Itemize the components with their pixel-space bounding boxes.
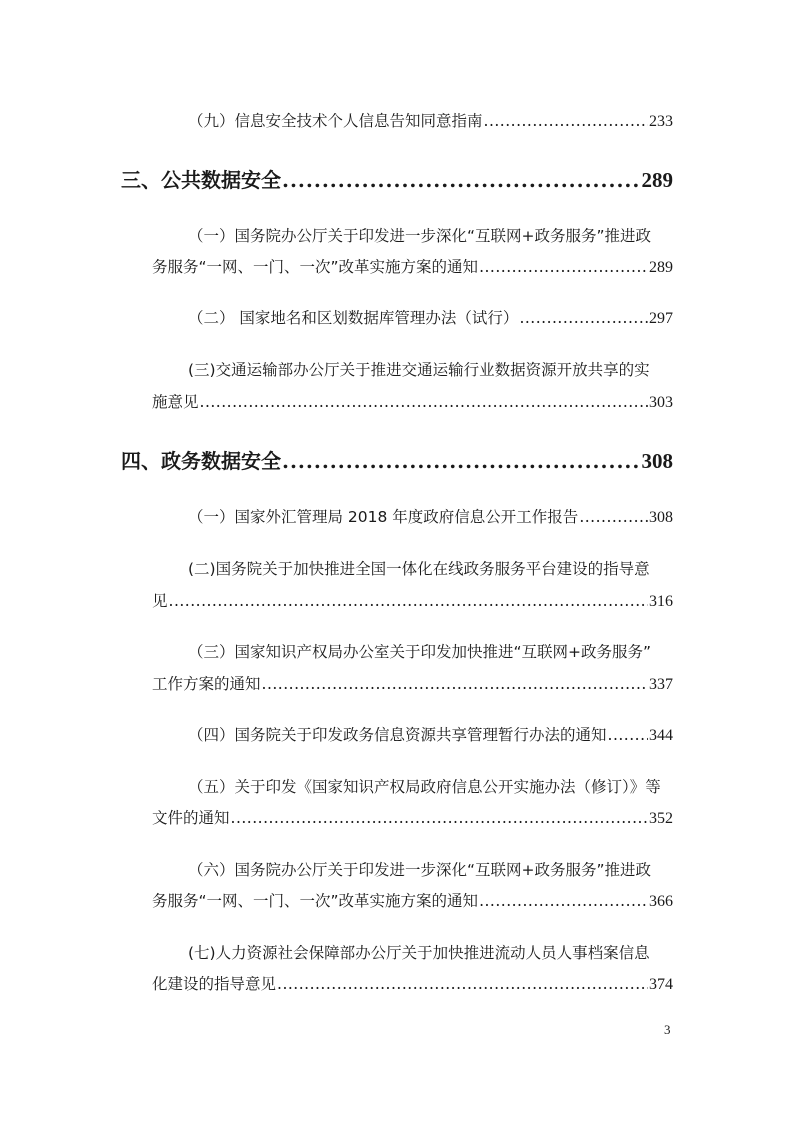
toc-entry-title-cont: 施意见 <box>152 393 199 411</box>
toc-entry-title: (二)国务院关于加快推进全国一体化在线政务服务平台建设的指导意 <box>188 560 650 578</box>
toc-section-title: 公共数据安全 <box>161 168 281 192</box>
page-number: 3 <box>664 1022 671 1037</box>
toc-entry-title: （五）关于印发《国家知识产权局政府信息公开实施办法（修订）》等 <box>188 778 661 796</box>
toc-entry-title: （一）国务院办公厅关于印发进一步深化“互联网+政务服务”推进政 <box>188 227 652 245</box>
toc-entry-title-cont: 务服务“一网、一门、一次”改革实施方案的通知 <box>152 892 479 910</box>
leader-dots <box>200 387 648 417</box>
toc-entry-title: （九）信息安全技术个人信息告知同意指南 <box>188 112 483 130</box>
toc-entry-page: 297 <box>649 310 673 327</box>
toc-section-number: 三、 <box>121 168 161 192</box>
leader-dots <box>484 106 648 136</box>
toc-entry-page: 374 <box>649 976 673 993</box>
toc-entry-title-cont: 工作方案的通知 <box>152 675 261 693</box>
leader-dots <box>282 446 641 476</box>
toc-section-number: 四、 <box>121 449 161 473</box>
leader-dots <box>169 586 648 616</box>
toc-entry-title: （四）国务院关于印发政务信息资源共享管理暂行办法的通知 <box>188 726 607 744</box>
toc-section-page: 308 <box>641 449 673 473</box>
leader-dots <box>231 803 648 833</box>
toc-entry-title: (三)交通运输部办公厅关于推进交通运输行业数据资源开放共享的实 <box>188 361 650 379</box>
toc-entry-page: 337 <box>649 676 673 693</box>
toc-section-title: 政务数据安全 <box>161 449 281 473</box>
leader-dots <box>608 720 648 750</box>
toc-entry-title-cont: 务服务“一网、一门、一次”改革实施方案的通知 <box>152 258 479 276</box>
leader-dots <box>519 303 648 333</box>
toc-entry-title: （三）国家知识产权局办公室关于印发加快推进“互联网+政务服务” <box>188 643 652 661</box>
toc-entry-page: 233 <box>649 113 673 130</box>
toc-entry-title: （二） 国家地名和区划数据库管理办法（试行） <box>188 309 519 327</box>
toc-entry-title: (七)人力资源社会保障部办公厅关于加快推进流动人员人事档案信息 <box>188 944 650 962</box>
toc-entry-page: 303 <box>649 394 673 411</box>
toc-entry-page: 344 <box>649 727 673 744</box>
leader-dots <box>479 886 648 916</box>
leader-dots <box>282 165 641 195</box>
toc-section-page: 289 <box>641 168 673 192</box>
toc-entry-title-cont: 见 <box>152 592 168 610</box>
toc-entry-page: 308 <box>649 509 673 526</box>
leader-dots <box>277 969 648 999</box>
toc-entry-title: （一）国家外汇管理局 2018 年度政府信息公开工作报告 <box>188 508 579 526</box>
leader-dots <box>479 252 648 282</box>
leader-dots <box>262 669 648 699</box>
toc-entry-title-cont: 化建设的指导意见 <box>152 975 277 993</box>
toc-entry-page: 352 <box>649 810 673 827</box>
toc-entry-page: 366 <box>649 893 673 910</box>
toc-entry-page: 316 <box>649 593 673 610</box>
toc-entry-page: 289 <box>649 259 673 276</box>
leader-dots <box>579 502 648 532</box>
toc-entry-title-cont: 文件的通知 <box>152 809 230 827</box>
toc-entry-title: （六）国务院办公厅关于印发进一步深化“互联网+政务服务”推进政 <box>188 861 652 879</box>
